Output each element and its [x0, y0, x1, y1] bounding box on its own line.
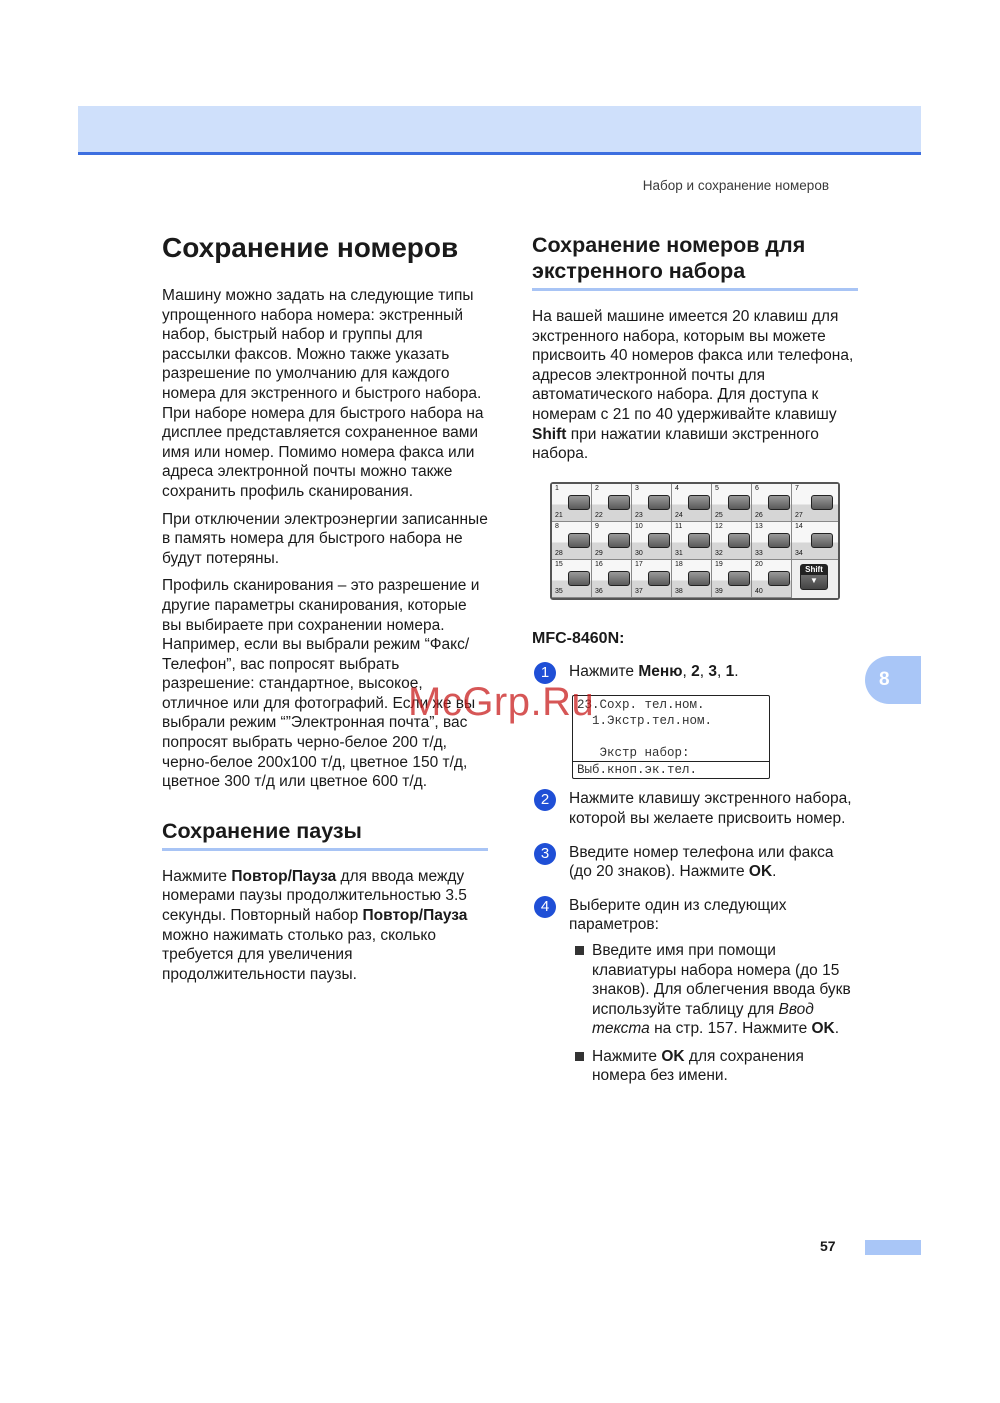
key-number-top: 4 — [675, 484, 679, 492]
key-button-icon — [728, 571, 750, 586]
key-number-top: 15 — [555, 560, 563, 568]
step-1: 1 Нажмите Меню, 2, 3, 1. — [532, 662, 858, 682]
running-header: Набор и сохранение номеров — [642, 178, 829, 193]
option-bullet-name: Введите имя при помощи клавиатуры набора номера (до 15 знаков). Для облегчения ввода букв используйте таблицу для Ввод текста на стр. 157. Нажмите OK. — [569, 941, 858, 1039]
one-touch-key — [752, 522, 792, 560]
key-button-icon — [608, 495, 630, 510]
one-touch-key — [672, 560, 712, 598]
key-number-top: 17 — [635, 560, 643, 568]
key-number-top: 19 — [715, 560, 723, 568]
lcd-line: 23.Сохр. тел.ном. — [577, 698, 705, 713]
shift-key — [792, 560, 838, 598]
lcd-display — [572, 695, 770, 779]
key-number-top: 14 — [795, 522, 803, 530]
one-touch-key — [592, 484, 632, 522]
key-button-icon — [608, 571, 630, 586]
key-number-bottom: 22 — [595, 511, 603, 519]
key-button-icon — [811, 533, 833, 548]
key-number-top: 13 — [755, 522, 763, 530]
step-3: 3 Введите номер телефона или факса (до 20 знаков). Нажмите OK. — [532, 843, 858, 882]
option-bullet-no-name: Нажмите OK для сохранения номера без имени. — [569, 1047, 858, 1086]
step-4: 4 Выберите один из следующих параметров: — [532, 896, 858, 935]
key-number-bottom: 33 — [755, 549, 763, 557]
one-touch-key — [552, 560, 592, 598]
key-button-icon — [648, 495, 670, 510]
pause-paragraph: Нажмите Повтор/Пауза для ввода между номерами паузы продолжительностью 3.5 секунды. Повторный набор Повтор/Пауза можно нажимать столько раз, сколько требуется для увеличения продолжительности паузы. — [162, 867, 468, 983]
key-button-icon — [768, 533, 790, 548]
one-touch-key — [792, 484, 838, 522]
watermark: McGrp.Ru — [408, 680, 595, 724]
one-touch-key — [592, 560, 632, 598]
key-button-icon — [811, 495, 833, 510]
key-number-top: 8 — [555, 522, 559, 530]
key-number-top: 2 — [595, 484, 599, 492]
one-touch-key — [792, 522, 838, 560]
key-number-bottom: 34 — [795, 549, 803, 557]
key-number-top: 16 — [595, 560, 603, 568]
key-number-top: 3 — [635, 484, 639, 492]
key-button-icon — [688, 495, 710, 510]
key-number-bottom: 27 — [795, 511, 803, 519]
right-column — [532, 232, 858, 1094]
pause-heading: Сохранение паузы — [162, 818, 362, 843]
lcd-line — [573, 729, 769, 745]
key-button-icon — [768, 495, 790, 510]
one-touch-key — [632, 560, 672, 598]
step-number-icon: 2 — [534, 789, 556, 811]
lcd-line: Экстр набор: — [577, 746, 690, 761]
key-button-icon — [608, 533, 630, 548]
model-label: MFC-8460N: — [532, 629, 625, 647]
key-button-icon — [688, 571, 710, 586]
key-number-top: 20 — [755, 560, 763, 568]
one-touch-key — [632, 484, 672, 522]
key-number-bottom: 39 — [715, 587, 723, 595]
left-column — [162, 232, 488, 992]
key-number-bottom: 26 — [755, 511, 763, 519]
header-band — [78, 106, 921, 155]
key-button-icon — [648, 533, 670, 548]
speed-dial-intro: На вашей машине имеется 20 клавиш для экстренного набора, которым вы можете присвоить 40 номеров факса или телефона, адресов электронной почты для автоматического набора. Для доступа к номерам с 21 по 40 удерживайте клавишу Shift при нажатии клавиши экстренного набора. — [532, 308, 854, 463]
key-button-icon — [728, 495, 750, 510]
one-touch-key — [592, 522, 632, 560]
one-touch-key — [712, 522, 752, 560]
shift-label: Shift — [801, 565, 827, 575]
key-number-top: 12 — [715, 522, 723, 530]
shift-button-icon — [800, 564, 828, 590]
pause-section — [162, 818, 488, 985]
step-number-icon: 3 — [534, 843, 556, 865]
one-touch-key — [712, 484, 752, 522]
one-touch-key — [672, 522, 712, 560]
lcd-line: Выб.кноп.эк.тел. — [573, 761, 769, 778]
key-number-bottom: 30 — [635, 549, 643, 557]
one-touch-key — [712, 560, 752, 598]
keypad-grid — [552, 484, 792, 598]
key-number-bottom: 40 — [755, 587, 763, 595]
one-touch-key — [672, 484, 712, 522]
speed-dial-heading: Сохранение номеров для экстренного набора — [532, 233, 806, 283]
key-number-bottom: 36 — [595, 587, 603, 595]
key-number-top: 5 — [715, 484, 719, 492]
key-button-icon — [648, 571, 670, 586]
key-number-top: 6 — [755, 484, 759, 492]
step-number-icon: 1 — [534, 662, 556, 684]
step-number-icon: 4 — [534, 896, 556, 918]
key-number-bottom: 29 — [595, 549, 603, 557]
key-number-top: 11 — [675, 522, 683, 530]
key-number-top: 9 — [595, 522, 599, 530]
square-bullet-icon — [575, 946, 584, 955]
square-bullet-icon — [575, 1052, 584, 1061]
page-number: 57 — [820, 1238, 836, 1254]
key-button-icon — [728, 533, 750, 548]
key-button-icon — [568, 533, 590, 548]
key-button-icon — [768, 571, 790, 586]
key-number-top: 1 — [555, 484, 559, 492]
key-number-bottom: 24 — [675, 511, 683, 519]
key-number-bottom: 37 — [635, 587, 643, 595]
key-number-top: 7 — [795, 484, 799, 492]
key-number-bottom: 31 — [675, 549, 683, 557]
page-number-bar — [865, 1240, 921, 1255]
one-touch-key — [752, 560, 792, 598]
one-touch-key — [552, 484, 592, 522]
lcd-line: 1.Экстр.тел.ном. — [577, 714, 713, 729]
key-number-bottom: 21 — [555, 511, 563, 519]
key-button-icon — [688, 533, 710, 548]
chapter-tab: 8 — [865, 656, 921, 704]
shift-arrow-icon: ▼ — [810, 575, 818, 585]
one-touch-keypad-illustration — [550, 482, 840, 600]
key-number-bottom: 25 — [715, 511, 723, 519]
key-number-bottom: 23 — [635, 511, 643, 519]
page-title: Сохранение номеров — [162, 232, 459, 263]
key-number-bottom: 28 — [555, 549, 563, 557]
one-touch-key — [632, 522, 672, 560]
key-number-bottom: 35 — [555, 587, 563, 595]
key-number-bottom: 38 — [675, 587, 683, 595]
one-touch-key — [752, 484, 792, 522]
keypad-last-column — [792, 484, 838, 598]
key-number-top: 18 — [675, 560, 683, 568]
key-number-top: 10 — [635, 522, 643, 530]
paragraph-scan-profile: Профиль сканирования – это разрешение и другие параметры сканирования, которые вы выбираете при сохранении номера. Например, если вы выбрали режим “Факс/Телефон”, вас попросят выбрать разрешение: стандартное, высокое, отличное или для фотографий. Если же вы выбрали режим “”Электронная почта”, вас попросят выбрать черно-белое 200 т/д, черно-белое 200x100 т/д, цветное 150 т/д, цветное 300 т/д или цветное 600 т/д. — [162, 577, 480, 791]
step-2: 2 Нажмите клавишу экстренного набора, которой вы желаете присвоить номер. — [532, 789, 858, 828]
paragraph-power: При отключении электроэнергии записанные в память номера для быстрого набора не будут потеряны. — [162, 510, 488, 567]
key-button-icon — [568, 495, 590, 510]
one-touch-key — [552, 522, 592, 560]
paragraph-intro: Машину можно задать на следующие типы упрощенного набора номера: экстренный набор, быстрый набор и группы для рассылки факсов. Можно также указать разрешение по умолчанию для каждого номера для экстренного и быстрого набора. При наборе номера для быстрого набора на дисплее представляется сохраненное вами имя или номер. Помимо номера факса или адреса электронной почты можно также сохранить профиль сканирования. — [162, 287, 484, 500]
key-number-bottom: 32 — [715, 549, 723, 557]
key-button-icon — [568, 571, 590, 586]
